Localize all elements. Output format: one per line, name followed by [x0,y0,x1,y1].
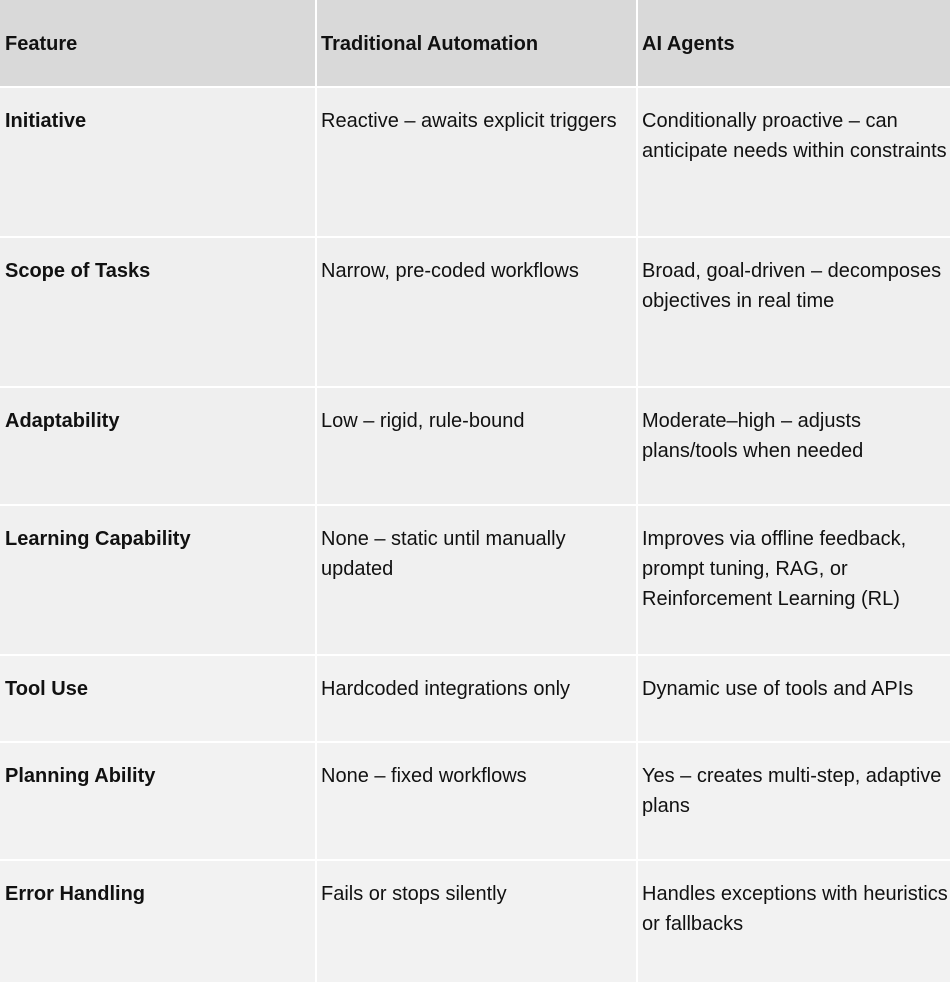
row-ai-agents-value: Conditionally proactive – can anticipate needs within constraints [638,88,950,238]
row-feature-label: Adaptability [0,388,317,506]
row-feature-label: Scope of Tasks [0,238,317,388]
row-traditional-value: None – static until manually updated [317,506,638,656]
row-ai-agents-value: Moderate–high – adjusts plans/tools when needed [638,388,950,506]
header-feature: Feature [0,0,317,88]
row-traditional-value: Hardcoded integrations only [317,656,638,743]
row-traditional-value: Reactive – awaits explicit triggers [317,88,638,238]
row-traditional-value: None – fixed workflows [317,743,638,861]
row-ai-agents-value: Broad, goal-driven – decomposes objectives in real time [638,238,950,388]
header-ai-agents: AI Agents [638,0,950,88]
row-traditional-value: Narrow, pre-coded workflows [317,238,638,388]
row-ai-agents-value: Yes – creates multi-step, adaptive plans [638,743,950,861]
header-traditional-automation: Traditional Automation [317,0,638,88]
row-traditional-value: Low – rigid, rule-bound [317,388,638,506]
row-feature-label: Planning Ability [0,743,317,861]
row-feature-label: Tool Use [0,656,317,743]
row-ai-agents-value: Handles exceptions with heuristics or fallbacks [638,861,950,982]
row-feature-label: Initiative [0,88,317,238]
row-ai-agents-value: Improves via offline feedback, prompt tuning, RAG, or Reinforcement Learning (RL) [638,506,950,656]
row-feature-label: Learning Capability [0,506,317,656]
row-feature-label: Error Handling [0,861,317,982]
row-traditional-value: Fails or stops silently [317,861,638,982]
row-ai-agents-value: Dynamic use of tools and APIs [638,656,950,743]
